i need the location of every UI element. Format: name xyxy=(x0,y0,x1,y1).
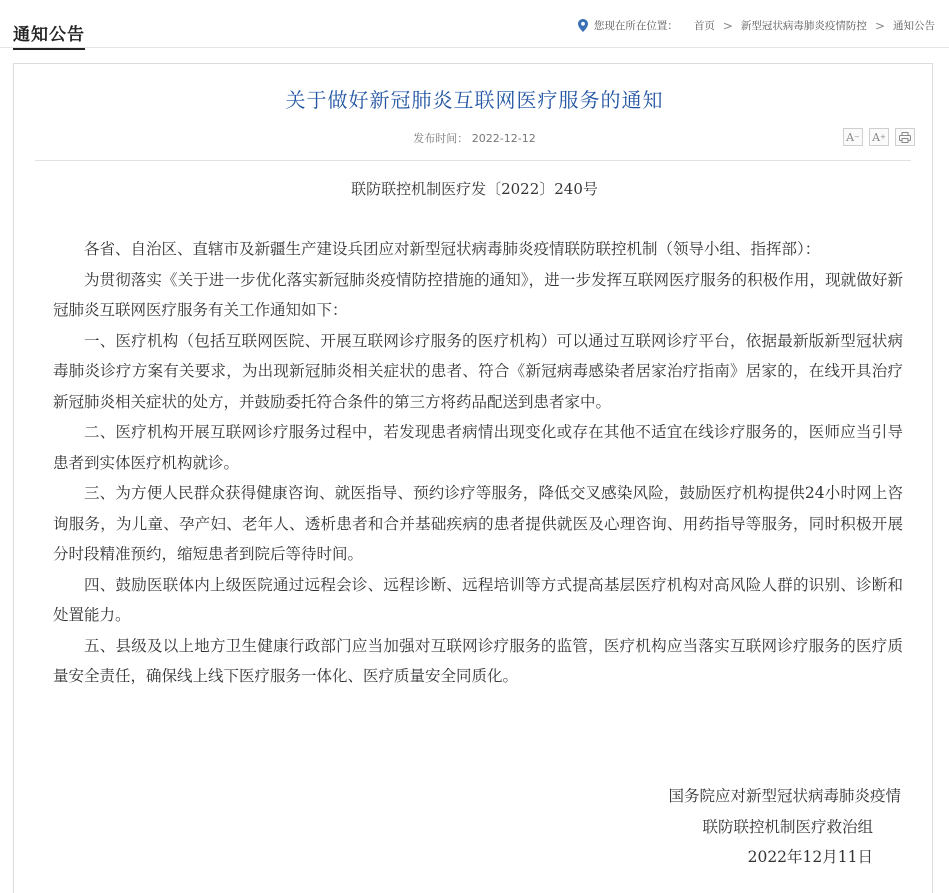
signature-org-line2: 联防联控机制医疗救治组 xyxy=(702,817,873,836)
paragraph-intro: 为贯彻落实《关于进一步优化落实新冠肺炎疫情防控措施的通知》，进一步发挥互联网医疗服务的积极作用，现就做好新冠肺炎互联网医疗服务有关工作通知如下： xyxy=(53,270,903,319)
location-label: 您现在所在位置： xyxy=(593,20,678,32)
signature-date: 2022年12月11日 xyxy=(747,848,873,866)
publish-label: 发布时间： xyxy=(413,132,469,145)
paragraph-salutation: 各省、自治区、直辖市及新疆生产建设兵团应对新型冠状病毒肺炎疫情联防联控机制（领导小组、指挥部）： xyxy=(84,240,821,258)
minus-icon: − xyxy=(854,133,860,141)
breadcrumb-separator: > xyxy=(874,18,885,33)
article-title: 关于做好新冠肺炎互联网医疗服务的通知 xyxy=(285,88,664,112)
breadcrumb-notice-link[interactable]: 通知公告 xyxy=(893,20,935,32)
font-increase-button[interactable] xyxy=(869,128,889,146)
document-number: 联防联控机制医疗发〔2022〕240号 xyxy=(351,180,598,198)
paragraph-item-5: 五、县级及以上地方卫生健康行政部门应当加强对互联网诊疗服务的监管，医疗机构应当落实互联网诊疗服务的医疗质量安全责任，确保线上线下医疗服务一体化、医疗质量安全同质化。 xyxy=(53,636,903,685)
section-title: 通知公告 xyxy=(13,20,85,50)
breadcrumb-separator: > xyxy=(722,18,733,33)
breadcrumb-covid-link[interactable]: 新型冠状病毒肺炎疫情防控 xyxy=(740,20,867,32)
font-increase-label: A xyxy=(872,130,881,144)
top-bar xyxy=(0,0,949,48)
paragraph-item-4: 四、鼓励医联体内上级医院通过远程会诊、远程诊断、远程培训等方式提高基层医疗机构对高风险人群的识别、诊断和处置能力。 xyxy=(53,575,903,624)
plus-icon: + xyxy=(880,133,886,141)
signature-block xyxy=(668,781,901,873)
paragraph-item-3: 三、为方便人民群众获得健康咨询、就医指导、预约诊疗等服务，降低交叉感染风险，鼓励医疗机构提供24小时网上咨询服务，为儿童、孕产妇、老年人、透析患者和合并基础疾病的患者提供就医及心理咨询、用药指导等服务，同时积极开展分时段精准预约，缩短患者到院后等待时间。 xyxy=(53,484,903,563)
article-body xyxy=(53,234,903,692)
printer-icon xyxy=(899,132,911,143)
publish-date: 2022-12-12 xyxy=(471,132,536,145)
print-button[interactable] xyxy=(895,128,915,146)
signature-org-line1: 国务院应对新型冠状病毒肺炎疫情 xyxy=(668,787,901,805)
article-tools xyxy=(843,128,915,146)
paragraph-item-2: 二、医疗机构开展互联网诊疗服务过程中，若发现患者病情出现变化或存在其他不适宜在线诊疗服务的，医师应当引导患者到实体医疗机构就诊。 xyxy=(53,423,903,472)
publish-meta xyxy=(0,130,949,146)
breadcrumb xyxy=(578,18,935,33)
location-pin-icon xyxy=(578,19,588,32)
paragraph-item-1: 一、医疗机构（包括互联网医院、开展互联网诊疗服务的医疗机构）可以通过互联网诊疗平台，依据最新版新型冠状病毒肺炎诊疗方案有关要求，为出现新冠肺炎相关症状的患者、符合《新冠病毒感染者居家治疗指南》居家的，在线开具治疗新冠肺炎相关症状的处方，并鼓励委托符合条件的第三方将药品配送到患者家中。 xyxy=(53,331,903,411)
meta-divider xyxy=(35,160,911,161)
font-decrease-label: A xyxy=(846,130,855,144)
breadcrumb-home-link[interactable]: 首页 xyxy=(693,20,715,32)
font-decrease-button[interactable] xyxy=(843,128,863,146)
header-divider xyxy=(0,47,949,48)
